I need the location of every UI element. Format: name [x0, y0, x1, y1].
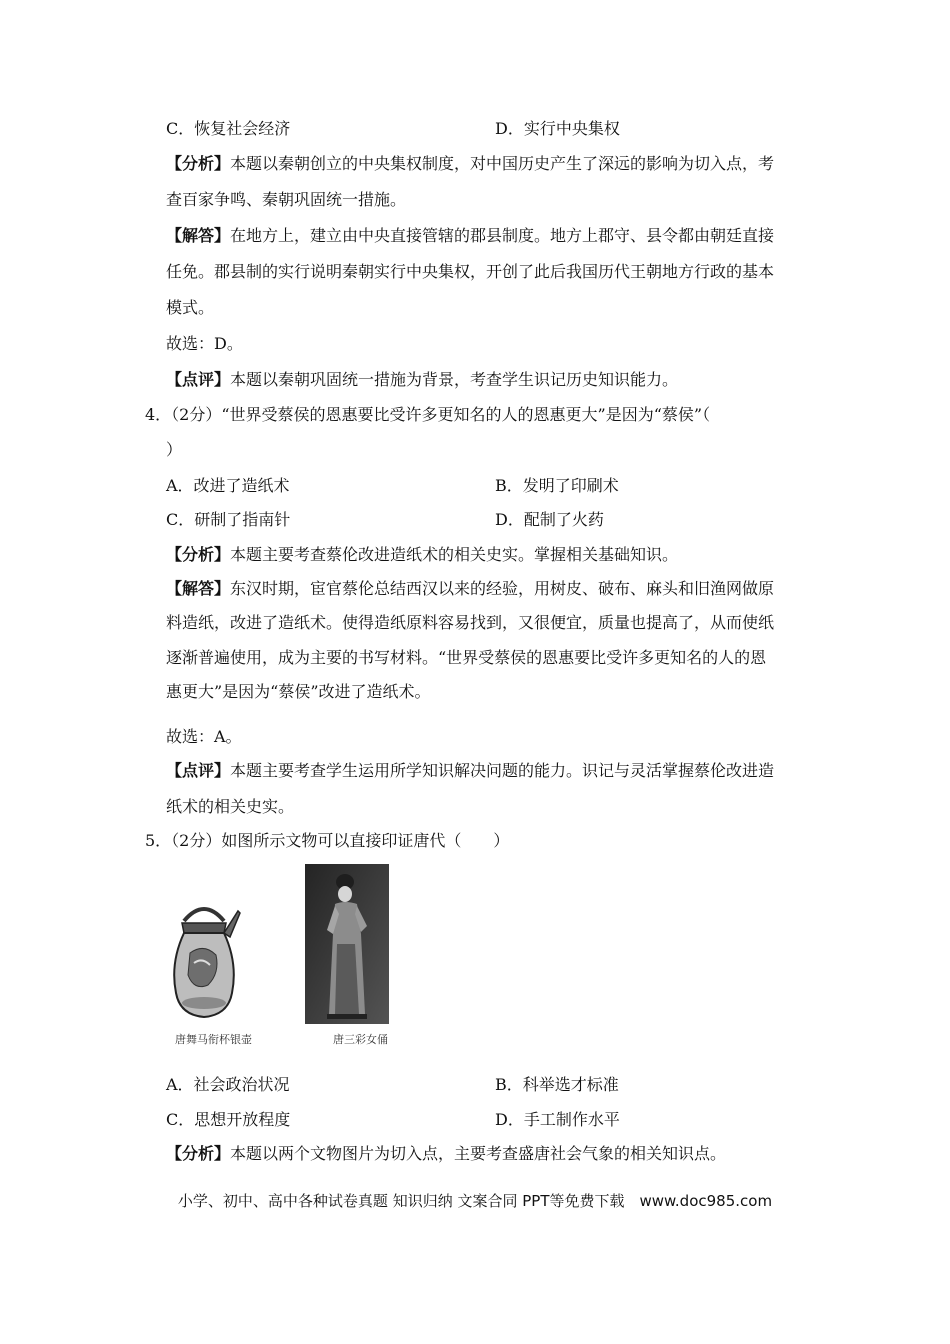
comment-tag: 【点评】 — [166, 370, 231, 389]
tang-figurine-image — [305, 864, 389, 1024]
analysis-tag: 【分析】 — [166, 154, 231, 173]
analysis-tag: 【分析】 — [166, 1144, 231, 1163]
q4-option-d: D．配制了火药 — [495, 510, 604, 529]
q3-choice: 故选：D。 — [166, 334, 243, 353]
q3-comment-line-1: 本题以秦朝巩固统一措施为背景，考查学生识记历史知识能力。 — [230, 370, 679, 389]
q4-comment-line-1: 本题主要考查学生运用所学知识解决问题的能力。识记与灵活掌握蔡伦改进造 — [230, 761, 775, 780]
q4-answer-line-2: 料造纸，改进了造纸术。使得造纸原料容易找到，又很便宜，质量也提高了，从而使纸 — [166, 613, 775, 632]
silver-pot-image — [164, 893, 244, 1023]
q3-answer-line-1: 在地方上，建立由中央直接管辖的郡县制度。地方上郡守、县令都由朝廷直接 — [230, 226, 775, 245]
q5-option-b: B．科举选才标准 — [495, 1075, 619, 1094]
q5-option-d: D．手工制作水平 — [495, 1110, 620, 1129]
answer-tag: 【解答】 — [166, 579, 231, 598]
analysis-tag: 【分析】 — [166, 545, 231, 564]
q4-option-b: B．发明了印刷术 — [495, 476, 619, 495]
q4-option-a: A．改进了造纸术 — [166, 476, 290, 495]
q5-analysis — [166, 1143, 726, 1165]
q4-comment-line-2: 纸术的相关史实。 — [166, 797, 295, 816]
q5-stem: 5．（2分）如图所示文物可以直接印证唐代（ ） — [145, 831, 510, 850]
comment-tag: 【点评】 — [166, 761, 231, 780]
q4-analysis-line-1: 本题主要考查蔡伦改进造纸术的相关史实。掌握相关基础知识。 — [230, 545, 679, 564]
page-footer: 小学、初中、高中各种试卷真题 知识归纳 文案合同 PPT等免费下载 www.doc985.com — [177, 1192, 773, 1210]
caption-silver-pot: 唐舞马衔杯银壶 — [175, 1033, 252, 1046]
q4-analysis — [166, 544, 678, 566]
q4-option-c: C．研制了指南针 — [166, 510, 291, 529]
q4-answer-line-1: 东汉时期，宦官蔡伦总结西汉以来的经验，用树皮、破布、麻头和旧渔网做原 — [230, 579, 775, 598]
q4-answer-line-3: 逐渐普遍使用，成为主要的书写材料。“世界受蔡侯的恩惠要比受许多更知名的人的恩 — [166, 648, 767, 667]
q4-choice: 故选：A。 — [166, 727, 242, 746]
q4-answer-line-4: 惠更大”是因为“蔡侯”改进了造纸术。 — [166, 682, 431, 701]
q3-answer-line-2: 任免。郡县制的实行说明秦朝实行中央集权，开创了此后我国历代王朝地方行政的基本 — [166, 262, 775, 281]
q3-answer-line-3: 模式。 — [166, 298, 215, 317]
q3-comment — [166, 369, 678, 391]
q3-analysis-line-1: 本题以秦朝创立的中央集权制度，对中国历史产生了深远的影响为切入点，考 — [230, 154, 775, 173]
caption-figurine: 唐三彩女俑 — [333, 1033, 388, 1046]
answer-tag: 【解答】 — [166, 226, 231, 245]
q3-analysis-line-2: 查百家争鸣、秦朝巩固统一措施。 — [166, 190, 407, 209]
q4-comment — [166, 760, 774, 782]
q5-analysis-line-1: 本题以两个文物图片为切入点，主要考查盛唐社会气象的相关知识点。 — [230, 1144, 727, 1163]
q3-answer — [166, 225, 774, 247]
q4-stem-line-1: 4．（2分）“世界受蔡侯的恩惠要比受许多更知名的人的恩惠更大”是因为“蔡侯”（ — [145, 405, 711, 424]
q5-option-c: C．思想开放程度 — [166, 1110, 291, 1129]
q4-stem-line-2: ） — [166, 440, 183, 459]
q3-option-d: D．实行中央集权 — [495, 119, 620, 138]
q3-analysis — [166, 153, 774, 175]
q4-answer — [166, 578, 774, 600]
q5-option-a: A．社会政治状况 — [166, 1075, 290, 1094]
q3-option-c: C．恢复社会经济 — [166, 119, 291, 138]
